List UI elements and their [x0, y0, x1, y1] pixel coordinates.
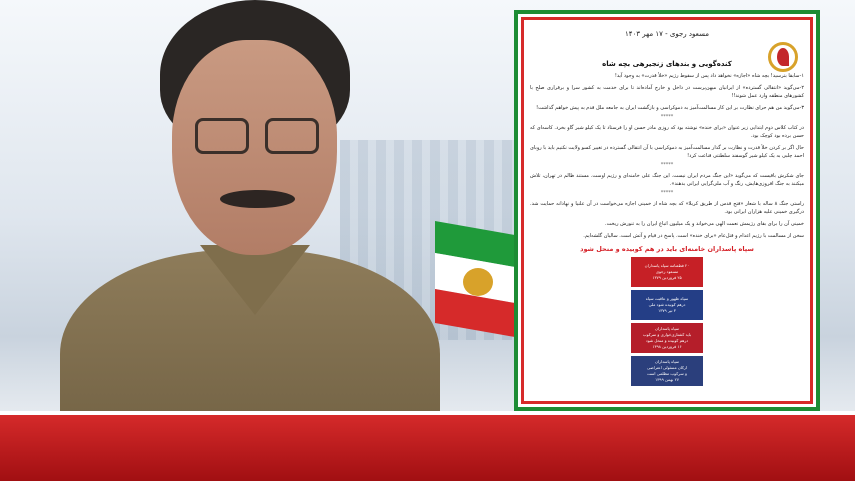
paragraph: در کتاب کلاس دوم ابتدایی زیر عنوان «برای خنده» نوشته بود که روزی مادر حسن او را فرستاد تا یک کیلو شیر گاو بخرد. کاسه‌ای که حسن برده بود کوچک بود. — [530, 125, 804, 139]
iran-lion-sun-flag — [425, 228, 515, 333]
paragraph: ۲-می‌گوید «انتقالی گسترده» از ایرانیان میهن‌پرست در داخل و خارج آماده‌اند تا برای خدمت به کشور سرا و برقراری صلح با کشورهای منطقه وارد عمل شوند!! — [530, 85, 804, 99]
poster-card: ۲۰ فطعنامه سپاه پاسداران مسعود رجوی ۲۵ فروردین ۱۳۷۹ — [631, 257, 703, 287]
paragraph: خمینی آن را برای بقای رژیمش نعمت الهی می‌خواند و یک میلیون اتباع ایران را به تنورش ریخت. — [605, 221, 804, 227]
paragraph: جای شکرش باقیست که می‌گوید «این جنگ مردم ایران نیست. این جنگ علی خامنه‌ای و رژیم اوست. مستند ظالم در تهران، تلاش میکنند به جنگ افروزی‌هایش، رنگ و آب ملی‌گرایی ایرانی بدهند». — [530, 173, 804, 187]
paragraph: راستی جنگ ۸ ساله با شعار «فتح قدس از طریق کربلا» که بچه شاه از خمینی اجازه می‌خواست در آن علنیا و نهادانه حمایت شد. درگیری خمینی علیه هزاران ایرانی بود. — [530, 201, 804, 215]
paragraph: حال اگر بر کردن خلأ قدرت و نظارت بر گذار مسالمت‌آمیز به دموکراسی با آن انتقالی گسترده در تغییر کسو ولایت نکنیم باید با روبای احمد چلبی به یک کیلو شیر گوسفند سلطنتی قناعت کرد! — [530, 145, 804, 159]
poster-card: سپاه ظهور و عاقبت سپاه درهم کوبیده شود ملی ۳ تیر ۱۳۷۹ — [631, 290, 703, 320]
poster-card: سپاه پاسداران باید کشتاری‌خواری و سرکوب درهم کوبیده و منحل شود ۱۶ فروردین ۱۳۹۸ — [631, 323, 703, 353]
paragraph: ۱-سابقا بترسید! بچه شاه «اجازه» نخواهد داد پس از سقوط رژیم «خلأ قدرت» به وجود آید! — [614, 73, 804, 79]
portrait-mustache — [220, 190, 295, 208]
poster-card: سپاه پاسداران ارکان مسئولی اعتراضی و سرکوب مظلمی است ۲۷ بهمن ۱۳۹۹ — [631, 356, 703, 386]
paragraph: ۳-می‌گوید من هم حرای نظارت بر این کار مسالمت‌آمیز به دموکراسی و بازگشت ایران به جامعه ملل قدم به پیش خواهم گذاشت! — [536, 105, 804, 111]
separator: ***** — [660, 190, 674, 196]
glasses-right — [265, 118, 319, 154]
separator: ***** — [660, 114, 674, 120]
document-date: مسعود رجوی - ۱۷ مهر ۱۴۰۳ — [625, 30, 709, 38]
paragraph: سخن از مسالمت با رژیم اعدام و قتل‌عام «برای خنده» است. پاسخ در قیام و آتش است. سالیان گلشه‌ایم. — [583, 233, 804, 239]
poster-cards — [631, 257, 703, 386]
slogan: سپاه پاسداران خامنه‌ای باید در هم کوبیده و منحل شود — [580, 245, 754, 253]
document-headline: کنده‌گویی و بندهای زنجیرهی بچه شاه — [602, 60, 732, 68]
glasses-left — [195, 118, 249, 154]
document-body — [530, 24, 804, 397]
organization-logo-icon — [768, 42, 798, 80]
bottom-red-band — [0, 415, 855, 481]
statement-document — [514, 10, 820, 411]
separator: ***** — [660, 162, 674, 168]
lion-sun-emblem-icon — [463, 268, 493, 296]
portrait-photo — [60, 0, 440, 481]
